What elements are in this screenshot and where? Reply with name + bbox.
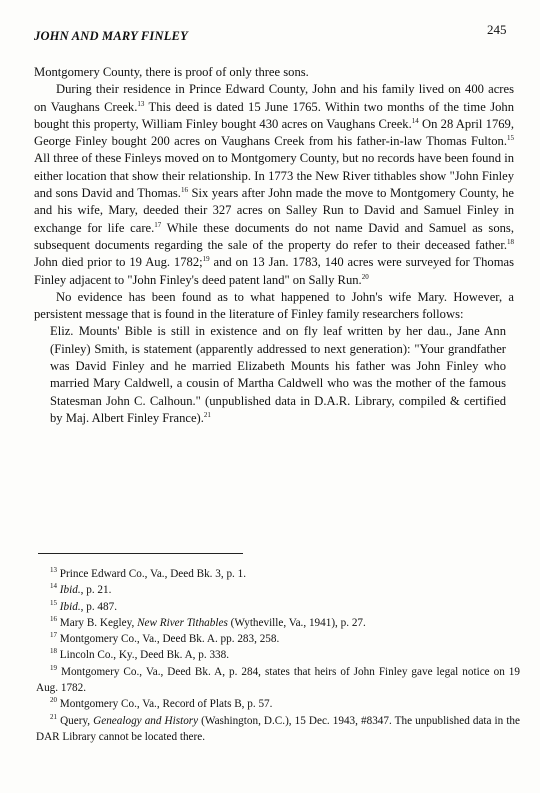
footnote-19: $^{19}$ Montgomery Co., Va., Deed Bk. A, p. 284, states that heirs of John Finley gave legal notice on 19 Aug. 1782. [36,663,520,695]
footnote-13: $^{13}$ Prince Edward Co., Va., Deed Bk. 3, p. 1. [50,566,247,580]
body-text [34,64,514,427]
footnotes [36,566,520,745]
footnote-21: $^{21}$ Query, Genealogy and History (Washington, D.C.), 15 Dec. 1943, #8347. The unpublished data in the DAR Library cannot be located there. [36,712,520,743]
page-number: 245 [487,22,507,37]
paragraph-mary: No evidence has been found as to what happened to John's wife Mary. However, a persistent message that is found in the literature of Finley family researchers follows: [34,289,514,322]
footnote-ref-13[interactable]: 13 [137,99,145,108]
footnote-divider [38,553,243,554]
footnote-14: $^{14}$ Ibid., p. 21. [50,582,112,597]
footnote-ref-15[interactable]: 15 [507,134,514,143]
block-quote: Eliz. Mounts' Bible is still in existence and on fly leaf written by her dau., Jane Ann (Finley) Smith, is statement (apparently addressed to next generation): "Your grandfather was David Finley and he married Elizabeth Mounts his father was John Finley who married Mary Caldwell, a cousin of Martha Caldwell who was the mother of the famous Statesman John C. Calhoun." (unpublished data in D.A.R. Library, compiled & certified by Maj. Albert Finley France).$^{21}$ [50,324,506,425]
footnote-ref-21[interactable]: 21 [203,410,211,419]
footnote-17: $^{17}$ Montgomery Co., Va., Deed Bk. A. pp. 283, 258. [50,631,280,646]
paragraph-residence: During their residence in Prince Edward County, John and his family lived on 400 acres on Vaughans Creek.$^{13}$ This deed is dated 15 June 1765. Within two months of the time John bought this property, William Finley bought 430 acres on Vaughans Creek.$^{14}$ On 28 April 1769, George Finley bought 200 acres on Vaughans Creek from his father-in-law Thomas Fulton.$^{15}$ All three of these Finleys moved on to Montgomery County, but no records have been found in either location that show their relationship. In 1773 the New River tithables show "John Finley and sons David and Thomas.$^{16}$ Six years after John made the move to Montgomery County, he and his wife, Mary, deeded their 327 acres on Salley Run to David and Samuel Finley in exchange for life care.$^{17}$ While these documents do not name David and Samuel as sons, subsequent documents regarding the sale of the property do refer to their deceased father.$^{18}$ John died prior to 19 Aug. 1782;$^{19}$ and on 13 Jan. 1783, 140 acres were surveyed for Thomas Finley adjacent to "John Finley's deed patent land" on Sally Run.$^{20}$ [34,82,514,287]
footnote-ref-18[interactable]: 18 [507,237,514,246]
footnote-ref-20[interactable]: 20 [361,272,369,281]
footnote-20: $^{20}$ Montgomery Co., Va., Record of Plats B, p. 57. [50,696,273,711]
paragraph-continuation: Montgomery County, there is proof of only three sons. [34,65,309,79]
footnote-ref-16[interactable]: 16 [180,186,188,195]
footnote-ref-19[interactable]: 19 [202,255,210,264]
footnote-18: $^{18}$ Lincoln Co., Ky., Deed Bk. A, p. 338. [50,647,230,662]
footnote-15: $^{15}$ Ibid., p. 487. [50,598,117,613]
footnote-ref-17[interactable]: 17 [154,220,162,229]
running-header-title: JOHN AND MARY FINLEY [34,29,188,43]
footnote-16: $^{16}$ Mary B. Kegley, New River Tithables (Wytheville, Va., 1941), p. 27. [50,614,366,629]
footnote-ref-14[interactable]: 14 [411,116,419,125]
